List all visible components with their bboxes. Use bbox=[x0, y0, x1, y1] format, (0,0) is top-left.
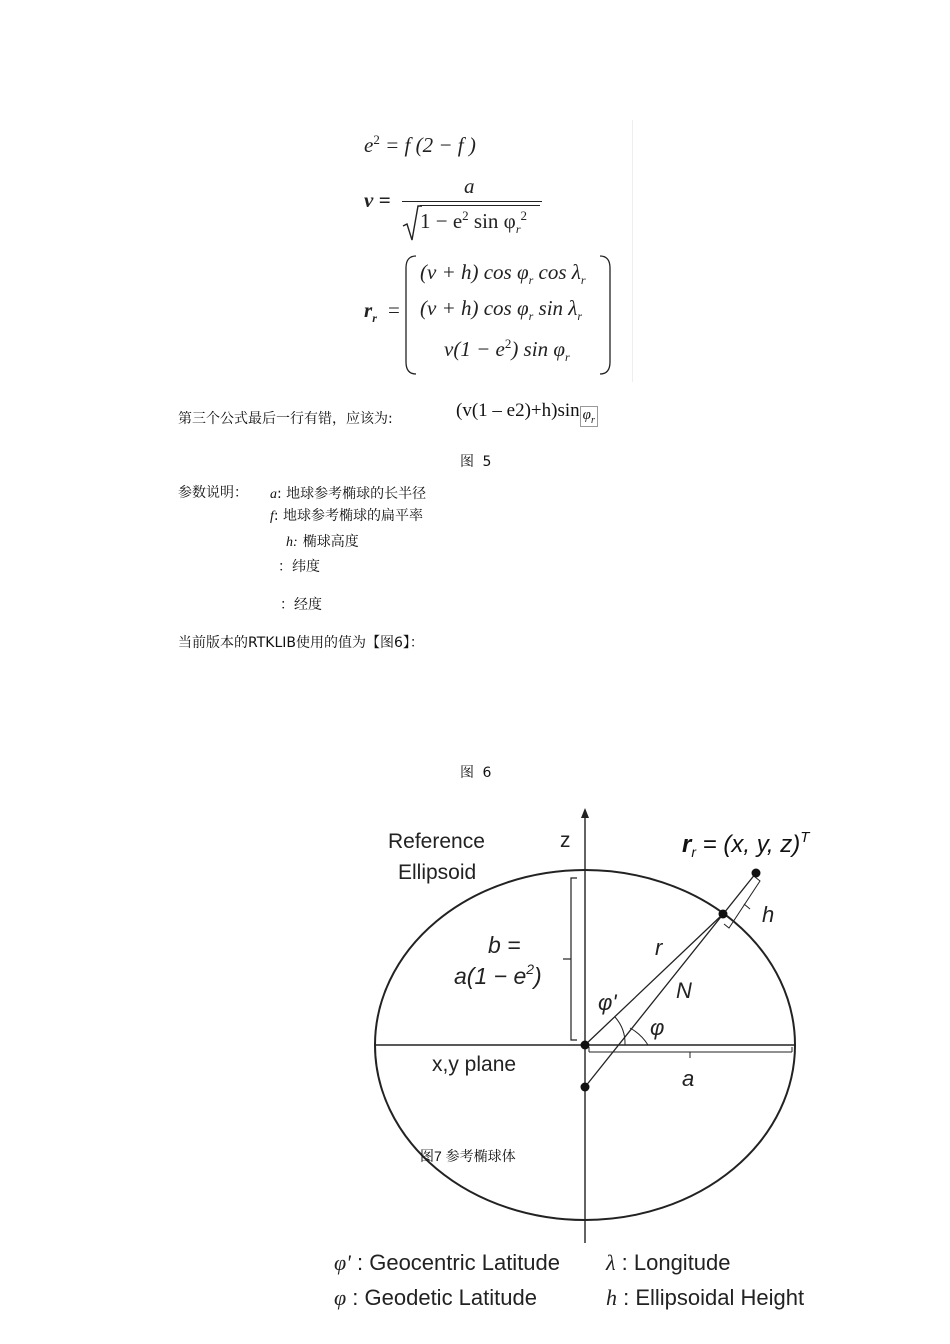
normal-intersection-point bbox=[581, 1083, 590, 1092]
phi-prime-icon: φ' bbox=[334, 1250, 351, 1275]
ellipsoid-diagram bbox=[330, 800, 850, 1250]
param-f: f: 地球参考椭球的扁平率 bbox=[270, 508, 424, 524]
formula-v: v = a $1 - e^2$ $\sin \varphi_r^2$ bbox=[364, 176, 624, 246]
normal-line bbox=[585, 873, 756, 1087]
sqrt-sign bbox=[402, 204, 422, 242]
geocentric-angle-arc bbox=[615, 1017, 625, 1045]
h-icon: h bbox=[606, 1285, 617, 1310]
center-point bbox=[581, 1041, 590, 1050]
reference-label-2: Ellipsoid bbox=[398, 861, 477, 884]
right-paren bbox=[598, 254, 612, 376]
reference-label-1: Reference bbox=[388, 830, 485, 853]
phi-icon: φ bbox=[334, 1285, 347, 1310]
rtklib-text: 当前版本的RTKLIB使用的值为【图6】： bbox=[178, 635, 424, 651]
figure-5-caption: 图 5 bbox=[460, 454, 494, 470]
phi-r-box: $\varphi_r$ bbox=[580, 406, 598, 427]
legend-geodetic: φ : Geodetic Latitude bbox=[334, 1285, 537, 1310]
phi-label: φ bbox=[650, 1015, 665, 1040]
legend-height: h : Ellipsoidal Height bbox=[606, 1285, 805, 1310]
z-label: z bbox=[560, 829, 571, 852]
h-label: h bbox=[762, 902, 775, 927]
formula-block bbox=[360, 120, 633, 382]
N-label: N bbox=[676, 978, 692, 1003]
figure-6-caption: 图 6 bbox=[460, 765, 494, 781]
receiver-point bbox=[752, 869, 761, 878]
correction-formula: (v(1 – e2)+h)sin $\varphi_r$ bbox=[456, 400, 598, 427]
phi-prime-label: φ' bbox=[598, 990, 617, 1015]
legend-longitude: λ : Longitude bbox=[606, 1250, 731, 1275]
fraction-bar bbox=[402, 201, 542, 202]
param-a: a: 地球参考椭球的长半径 bbox=[270, 486, 427, 502]
b-formula: $a(1 - e^2)$ bbox=[454, 961, 542, 989]
param-longitude: ：经度 bbox=[280, 597, 322, 613]
b-label: b = bbox=[488, 932, 521, 958]
b-bracket bbox=[571, 878, 577, 1040]
matrix-row-3: $v(1 - e^2)$ $\sin \varphi_r$ bbox=[444, 336, 570, 365]
h-bracket bbox=[724, 877, 760, 928]
legend-geocentric: φ' : Geocentric Latitude bbox=[334, 1250, 561, 1275]
formula-eccentricity: $e^2 = f$ (2 − f ) bbox=[364, 132, 476, 157]
matrix-row-1: (v + h) $\cos \varphi_r$ $\cos \lambda_r$ bbox=[420, 260, 586, 288]
formula-position-vector: $r_r$ = (v + h) $\cos \varphi_r$ $\cos \lambda_r$ (v + h) $\cos \varphi_r$ $\sin \lambda_r$ $v(1 - e^2)$ $\sin \varphi_r$ bbox=[364, 252, 624, 380]
z-axis-arrow bbox=[581, 808, 589, 818]
r-label: r bbox=[655, 935, 663, 960]
correction-text: 第三个公式最后一行有错，应该为: bbox=[178, 411, 393, 427]
params-title: 参数说明： bbox=[178, 485, 248, 501]
a-label: a bbox=[682, 1066, 695, 1091]
surface-point bbox=[719, 910, 728, 919]
param-latitude: ：纬度 bbox=[278, 559, 320, 575]
lambda-icon: λ bbox=[606, 1250, 616, 1275]
geodetic-angle-arc bbox=[630, 1028, 648, 1045]
rr-label: $r_r = (x$, y, z)$^T$ bbox=[682, 829, 810, 860]
param-h: h: 椭球高度 bbox=[286, 534, 359, 550]
figure-7-caption: 图7 参考椭球体 bbox=[420, 1148, 516, 1164]
xy-plane-label: x,y plane bbox=[432, 1053, 517, 1076]
matrix-row-2: (v + h) $\cos \varphi_r$ $\sin \lambda_r$ bbox=[420, 296, 583, 324]
left-paren bbox=[404, 254, 418, 376]
